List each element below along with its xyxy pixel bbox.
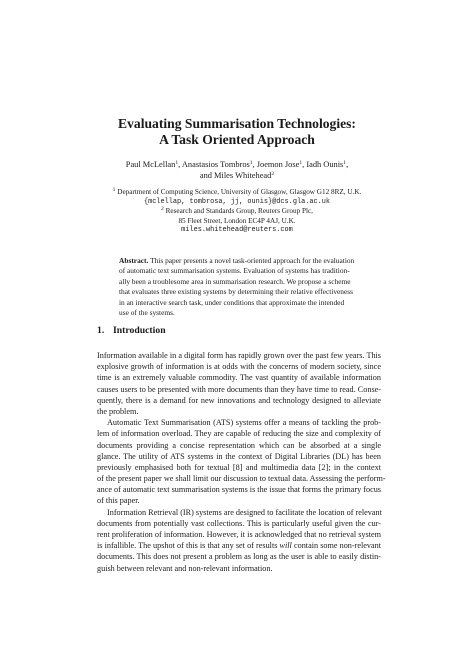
- text-line: the problem.: [97, 406, 139, 416]
- author-affiliation-mark: 2: [271, 171, 275, 177]
- abstract: [119, 256, 357, 318]
- text-line: of the present paper we shall limit our discussion to textual data. Assessing the perform-: [97, 474, 386, 484]
- text-line: lem of information overload. They are capable of reducing the size and complexity of: [97, 429, 381, 439]
- text-line: documents. This does not present a problem as long as the user is able to easily distin-: [97, 552, 381, 562]
- text-line: of this paper.: [97, 496, 140, 506]
- text-line: guish between relevant and non-relevant information.: [97, 563, 273, 573]
- abstract-line: use of the systems.: [119, 308, 175, 318]
- text-line: ance of automatic text summarisation systems is the issue that forms the primary focus: [97, 485, 381, 495]
- text-line: time is an extremely valuable commodity. The vast quantity of available information: [97, 373, 381, 383]
- abstract-line: of automatic text summarisation systems. Evaluation of systems has tradition-: [119, 266, 350, 276]
- section-number: 1.: [97, 325, 105, 336]
- paragraph-1: [97, 350, 381, 417]
- paragraph-2: [97, 417, 386, 507]
- affiliation-2-address: 85 Fleet Street, London EC4P 4AJ, U.K.: [178, 216, 296, 225]
- affiliation-1-emails: {mclellap, tombrosa, jj, ounis}@dcs.gla.ac.uk: [143, 197, 331, 206]
- author-name: and Miles Whitehead: [199, 171, 272, 180]
- text-line: Information Retrieval (IR) systems are designed to facilitate the location of relevant: [107, 507, 382, 517]
- author-affiliation-mark: 1: [175, 160, 179, 166]
- author-affiliation-mark: 1: [343, 160, 347, 166]
- text-line: previously emphasised both for textual [8] and multimedia data [2]; in the context: [97, 462, 381, 472]
- affiliation-mark: 2: [161, 206, 164, 213]
- authors-line-1: Paul McLellan$^1$, Anastasios Tombros$^1$, Joemon Jose$^1$, Iadh Ounis$^1$,: [125, 160, 349, 169]
- affiliation-2: $^2$ Research and Standards Group, Reuters Group Plc,: [161, 206, 313, 216]
- section-title: Introduction: [113, 325, 166, 336]
- section-heading: [97, 325, 397, 337]
- abstract-label: Abstract.: [119, 256, 149, 265]
- text-line: documents providing a concise representation which can be absorbed at a single: [97, 440, 381, 450]
- author-name: Joemon Jose: [256, 160, 300, 169]
- text-line: quently, there is a demand for new innovations and technology designed to alleviate: [97, 395, 381, 405]
- author-list: [0, 159, 474, 181]
- author-name: Paul McLellan: [125, 160, 176, 169]
- title-line-1: Evaluating Summarisation Technologies:: [118, 116, 356, 131]
- affiliation-2-email: miles.whitehead@reuters.com: [181, 226, 293, 235]
- text-line: Automatic Text Summarisation (ATS) systems offer a means of tackling the prob-: [107, 418, 381, 428]
- text-line: glance. The utility of ATS systems in the context of Digital Libraries (DL) has been: [97, 451, 381, 461]
- paragraph-3: [97, 507, 381, 574]
- abstract-line: ally been a troublesome area in summarisation research. We propose a scheme: [119, 276, 351, 286]
- abstract-line: Abstract. This paper presents a novel task-oriented approach for the evaluation: [119, 256, 355, 265]
- affiliations: [0, 188, 474, 236]
- text-line: rent proliferation of information. However, it is acknowledged that no retrieval system: [97, 530, 381, 539]
- text-line: is infallible. The upshot of this is that any set of results will contain some non-relevant: [97, 541, 381, 551]
- author-affiliation-mark: 1: [299, 160, 303, 166]
- paper-title: [0, 116, 474, 148]
- author-name: Iadh Ounis: [306, 160, 344, 169]
- text-line: causes users to be presented with more documents than they have time to read. Conse-: [97, 384, 381, 394]
- authors-line-2: [0, 170, 474, 181]
- text-line: Information available in a digital form has rapidly grown over the past few years. This: [97, 351, 381, 360]
- affiliation-1: $^1$ Department of Computing Science, University of Glasgow, Glasgow G12 8RZ, U.K.: [112, 187, 362, 196]
- author-name: Anastasios Tombros: [181, 160, 250, 169]
- abstract-line: that evaluates three existing systems by determining their relative effectiveness: [119, 287, 354, 297]
- author-affiliation-mark: 1: [249, 160, 253, 166]
- text-line: documents from potentially vast collections. This is particularly useful given the cur-: [97, 518, 381, 528]
- title-line-2: A Task Oriented Approach: [159, 132, 315, 147]
- section-body: [97, 350, 386, 574]
- affiliation-mark: 1: [112, 187, 116, 193]
- emphasis: will: [279, 541, 292, 551]
- text-line: explosive growth of information is at odds with the concerns of modern society, since: [97, 362, 381, 372]
- abstract-line: in an interactive search task, under conditions that approximate the intended: [119, 297, 345, 307]
